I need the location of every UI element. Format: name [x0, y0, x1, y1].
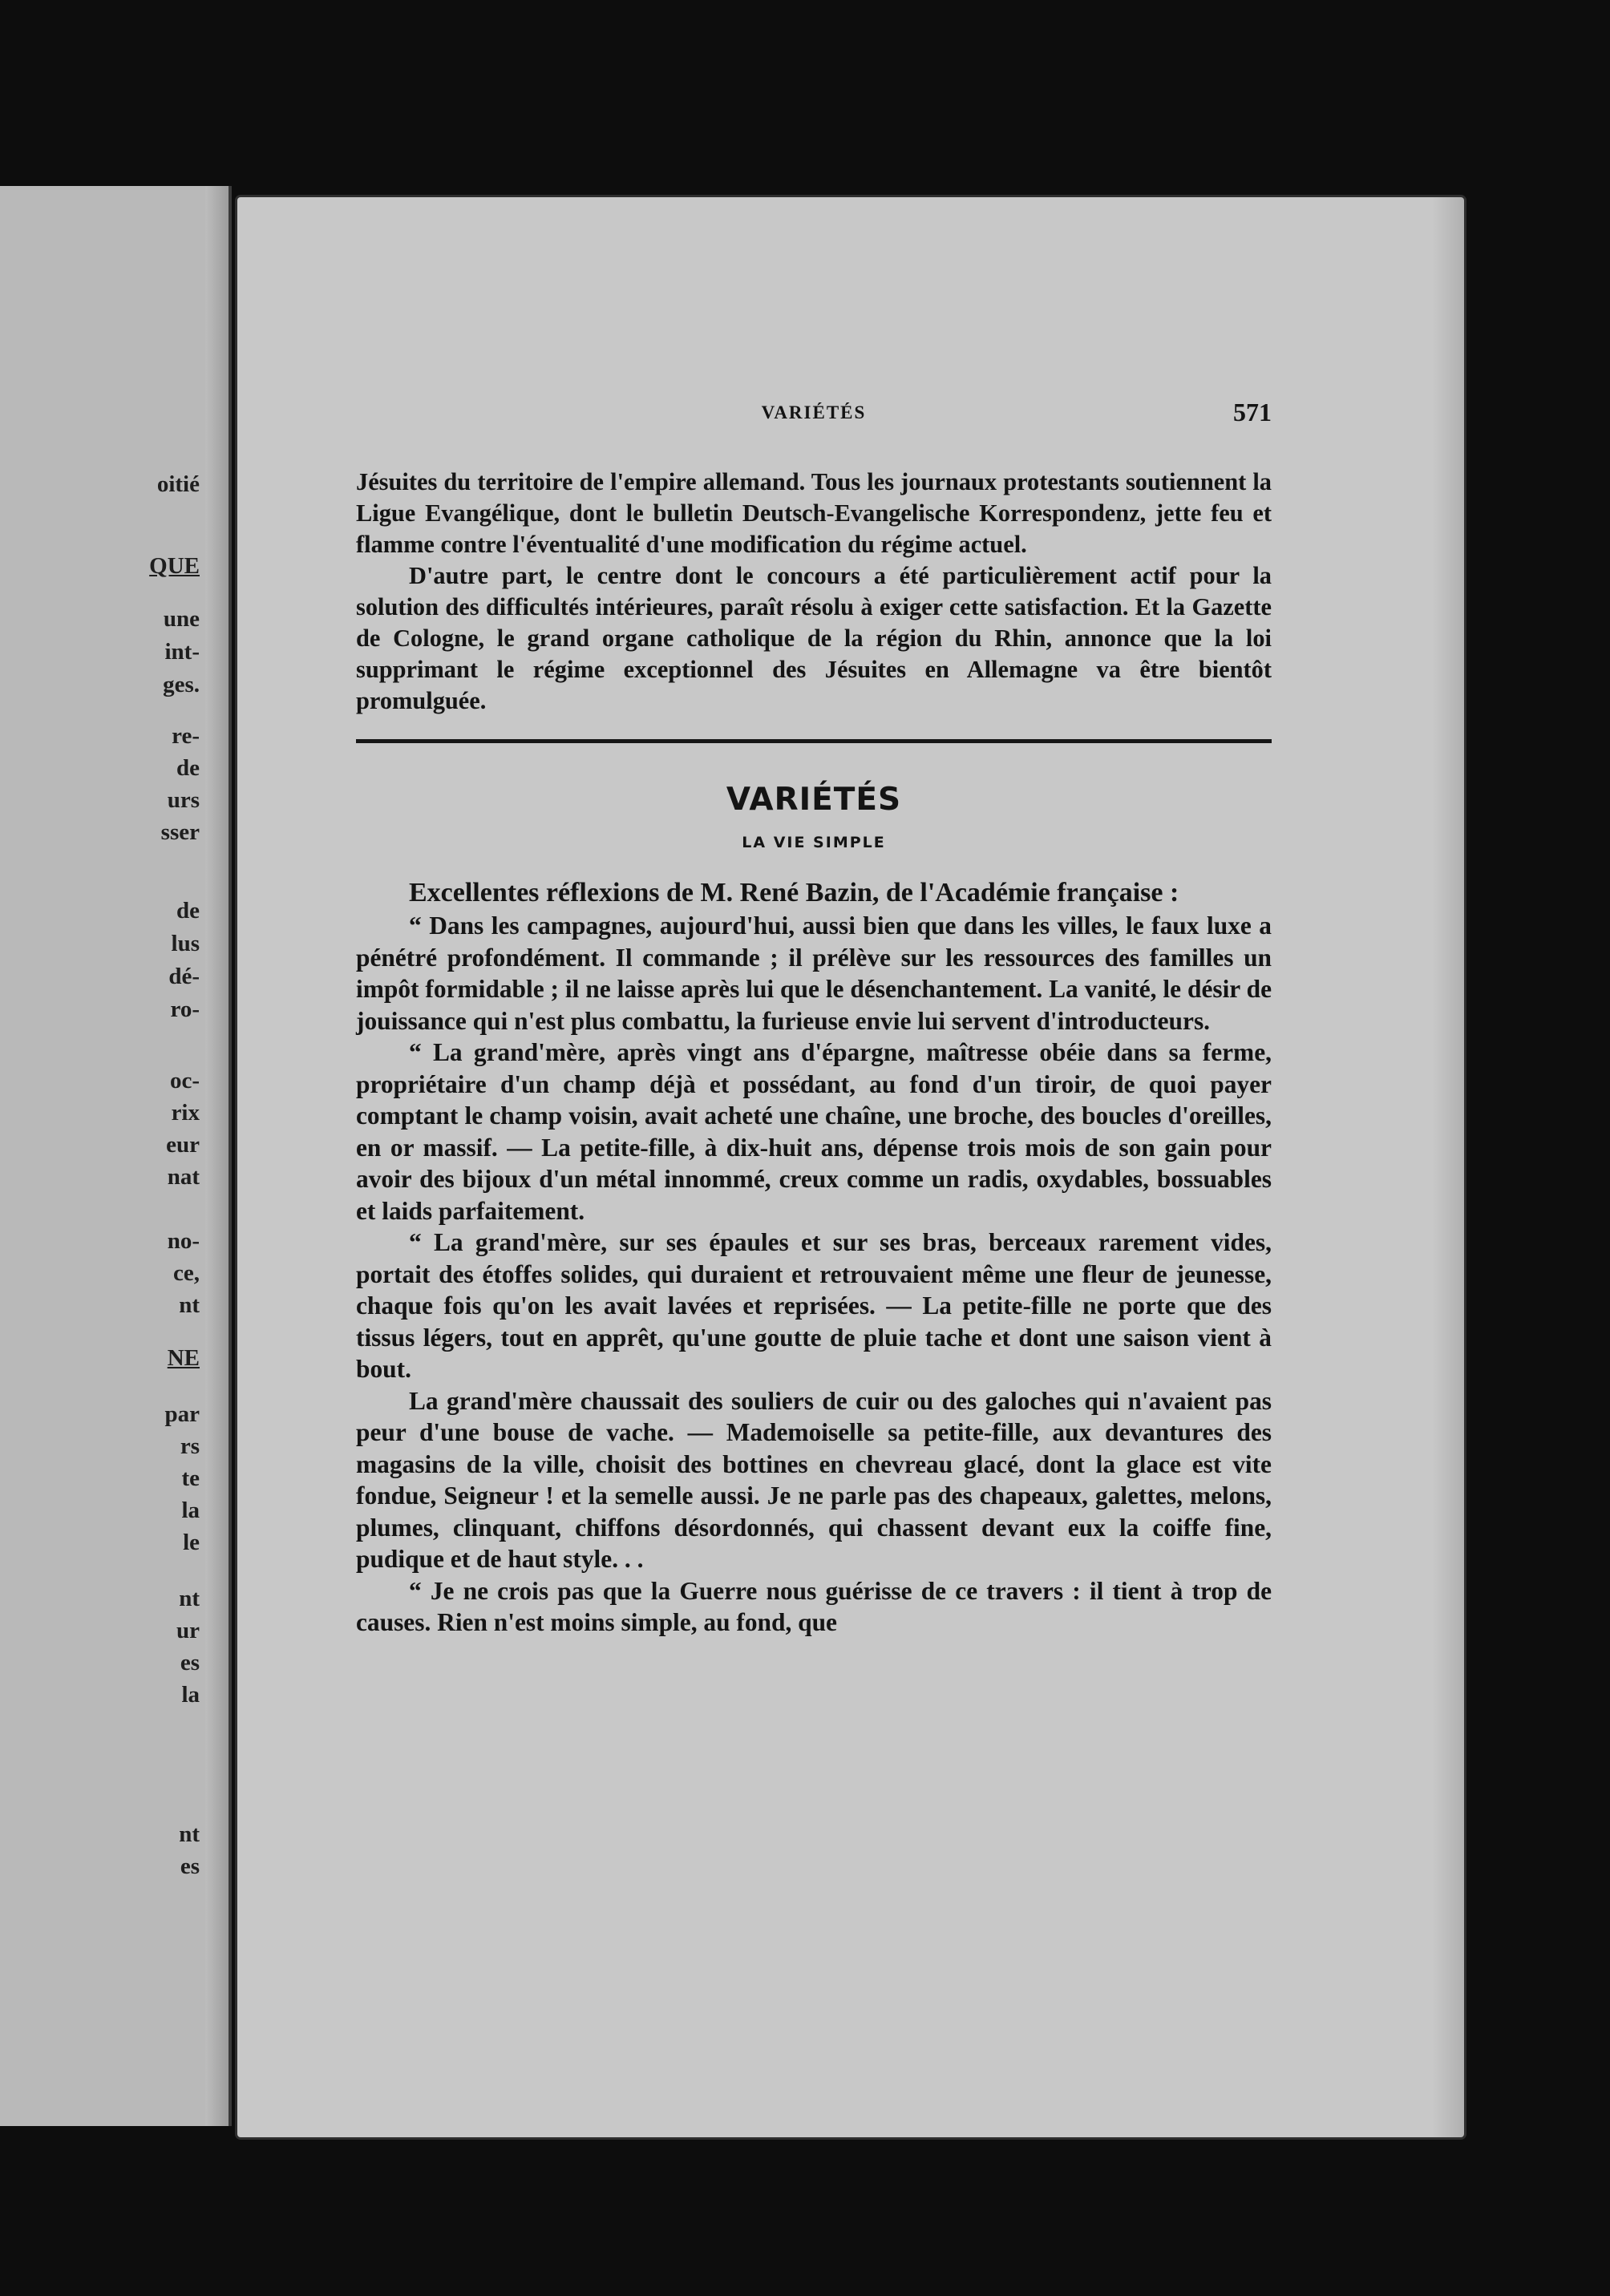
left-fragment: rs	[180, 1433, 200, 1459]
left-fragment: sser	[160, 819, 200, 845]
left-fragment: eur	[166, 1132, 200, 1158]
page-shade	[1432, 197, 1464, 2137]
section-title: VARIÉTÉS	[726, 782, 902, 818]
page-content	[356, 398, 1272, 1639]
left-fragment-heading: NE	[167, 1345, 200, 1371]
paragraph: “ Dans les campagnes, aujourd'hui, aussi bien que dans les villes, le faux luxe a pénétré profondément. Il commande ; il prélève sur les ressources des familles un impôt formidable ; il ne laisse après lui que le désenchantement. La vanité, le désir de jouissance qui n'est plus combattu, la furieuse envie lui servent d'introducteurs.	[356, 912, 1272, 1035]
left-fragment: nat	[167, 1164, 200, 1190]
section-divider	[356, 739, 1272, 743]
left-fragment: nt	[179, 1586, 200, 1611]
paragraph: D'autre part, le centre dont le concours a été particulièrement actif pour la solution des difficultés intérieures, paraît résolu à exiger cette satisfaction. Et la Gazette de Cologne, le grand organe catholique de la région du Rhin, annonce que la loi supprimant le régime exceptionnel des Jésuites en Allemagne va être bientôt promulguée.	[356, 562, 1272, 714]
left-fragment-heading: QUE	[149, 553, 200, 579]
left-fragment: no-	[167, 1228, 200, 1254]
left-fragment: ges.	[163, 672, 200, 697]
left-fragment: de	[176, 755, 200, 781]
continuation-text	[356, 467, 1272, 717]
book-page	[237, 197, 1464, 2137]
left-fragment: lus	[171, 931, 200, 956]
left-fragment: dé-	[168, 964, 200, 989]
paragraph: La grand'mère chaussait des souliers de cuir ou des galoches qui n'avaient pas peur d'une bouse de vache. — Mademoiselle sa petite-fille, aux devantures des magasins de la ville, choisit des bottines en chevreau glacé, dont la glace est vite fondue, Seigneur ! et la semelle aussi. Je ne parle pas des chapeaux, galettes, melons, plumes, clinquant, chiffons désordonnés, qui chassent devant eux la coiffe fine, pudique et de haut style. . .	[356, 1386, 1272, 1573]
left-page	[0, 186, 232, 2126]
left-fragment: rix	[171, 1100, 200, 1126]
left-fragment: ce,	[173, 1260, 200, 1286]
article-body	[356, 875, 1272, 1639]
left-page-fragments	[136, 186, 200, 2126]
left-fragment: int-	[164, 639, 200, 665]
article-subtitle: LA VIE SIMPLE	[742, 834, 886, 851]
left-fragment: ro-	[170, 996, 200, 1022]
article-intro: Excellentes réflexions de M. René Bazin, de l'Académie française :	[409, 878, 1179, 907]
left-fragment: re-	[172, 723, 200, 749]
left-fragment: nt	[179, 1292, 200, 1318]
left-fragment: une	[163, 606, 200, 632]
running-title: VARIÉTÉS	[761, 402, 867, 422]
left-fragment: es	[180, 1650, 200, 1676]
left-fragment: te	[181, 1465, 200, 1491]
left-page-edge	[205, 186, 229, 2126]
left-fragment: le	[183, 1530, 200, 1555]
left-fragment: urs	[167, 787, 200, 813]
left-fragment: de	[176, 898, 200, 924]
left-fragment: oitié	[156, 471, 200, 497]
paragraph: Jésuites du territoire de l'empire allemand. Tous les journaux protestants soutiennent la Ligue Evangélique, dont le bulletin Deutsch-Evangelische Korrespondenz, jette feu et flamme contre l'éventualité d'une modification du régime actuel.	[356, 468, 1272, 558]
paragraph: “ Je ne crois pas que la Guerre nous guérisse de ce travers : il tient à trop de causes. Rien n'est moins simple, au fond, que	[356, 1576, 1272, 1636]
left-fragment: par	[164, 1401, 200, 1427]
left-fragment: la	[181, 1498, 200, 1523]
running-head	[356, 398, 1272, 438]
left-fragment: es	[180, 1853, 200, 1879]
left-fragment: la	[181, 1682, 200, 1708]
left-fragment: nt	[179, 1821, 200, 1847]
left-fragment: oc-	[169, 1068, 200, 1093]
paragraph: “ La grand'mère, sur ses épaules et sur ses bras, berceaux rarement vides, portait des étoffes solides, qui duraient et retrouvaient même une fleur de jeunesse, chaque fois qu'on les avait lavées et reprisées. — La petite-fille ne porte que des tissus légers, tout en apprêt, qu'une goutte de pluie tache et dont une saison vient à bout.	[356, 1228, 1272, 1383]
left-fragment: ur	[176, 1618, 200, 1643]
paragraph: “ La grand'mère, après vingt ans d'épargne, maîtresse obéie dans sa ferme, propriétaire d'un champ déjà et possédant, au fond d'un tiroir, de quoi payer comptant le champ voisin, avait acheté une chaîne, une broche, des boucles d'oreilles, en or massif. — La petite-fille, à dix-huit ans, dépense trois mois de son gain pour avoir des bijoux d'un métal innommé, creux comme un radis, oxydables, bossuables et laids parfaitement.	[356, 1038, 1272, 1225]
page-number: 571	[1233, 398, 1272, 426]
